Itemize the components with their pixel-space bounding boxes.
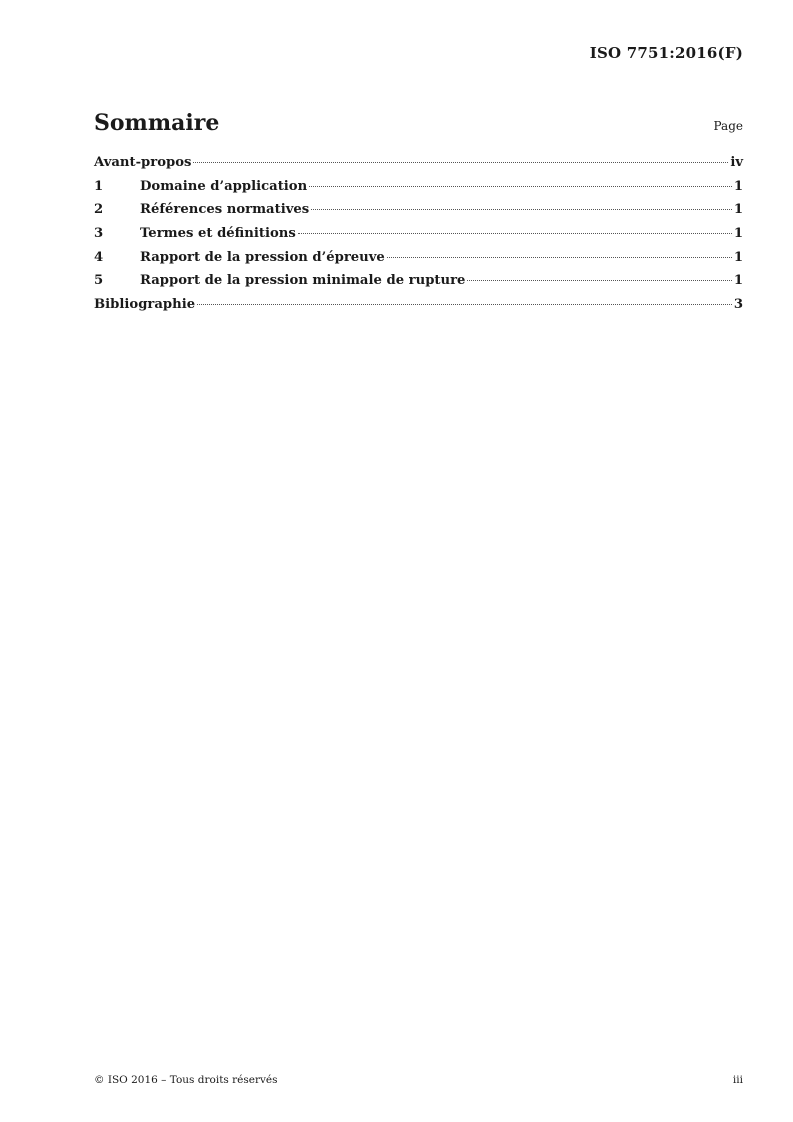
toc-entry-number: 4 [94,249,104,265]
toc-entry-bibliographie[interactable] [94,297,743,321]
toc-entry-page: 1 [733,178,743,194]
toc-entry-number: 3 [94,226,104,242]
toc-entry-number: 1 [94,178,104,194]
toc-dot-leader [197,304,732,305]
toc-entry-page: iv [730,155,743,170]
toc-dot-leader [387,257,732,258]
toc-page-column-label: Page [713,119,743,133]
toc-entry-references-normatives[interactable] [94,202,743,226]
toc-entry-label: Rapport de la pression d’épreuve [140,249,385,265]
toc-entry-label: Domaine d’application [140,178,308,194]
toc-dot-leader [298,233,732,234]
toc-dot-leader [193,162,728,163]
toc-entry-label: Rapport de la pression minimale de rupture [140,273,466,289]
toc-entry-label: Termes et définitions [140,226,296,242]
footer-page-number: iii [732,1074,743,1086]
toc-entry-page: 3 [733,297,743,313]
toc-entry-number: 2 [94,202,104,218]
toc-dot-leader [467,280,731,281]
toc-entry-page: 1 [733,249,743,265]
toc-entry-page: 1 [733,273,743,289]
toc-title: Sommaire [94,110,220,136]
toc-entry-page: 1 [733,202,743,218]
toc-entry-termes-definitions[interactable] [94,226,743,250]
toc-entry-avant-propos[interactable] [94,155,743,179]
toc-entry-label: Bibliographie [94,297,196,313]
toc-dot-leader [311,209,732,210]
toc-entry-pression-epreuve[interactable] [94,250,743,274]
toc-list [94,155,743,321]
toc-entry-number: 5 [94,273,104,289]
toc-entry-label: Références normatives [140,202,310,218]
page-footer [94,1074,743,1086]
toc-entry-page: 1 [733,226,743,242]
toc-entry-domaine-application[interactable] [94,179,743,203]
toc-entry-pression-rupture[interactable] [94,273,743,297]
toc-dot-leader [309,186,732,187]
toc-entry-label: Avant-propos [94,155,192,170]
toc-heading-row [94,110,743,136]
document-identifier: ISO 7751:2016(F) [589,44,743,62]
footer-copyright: © ISO 2016 – Tous droits réservés [94,1074,278,1086]
